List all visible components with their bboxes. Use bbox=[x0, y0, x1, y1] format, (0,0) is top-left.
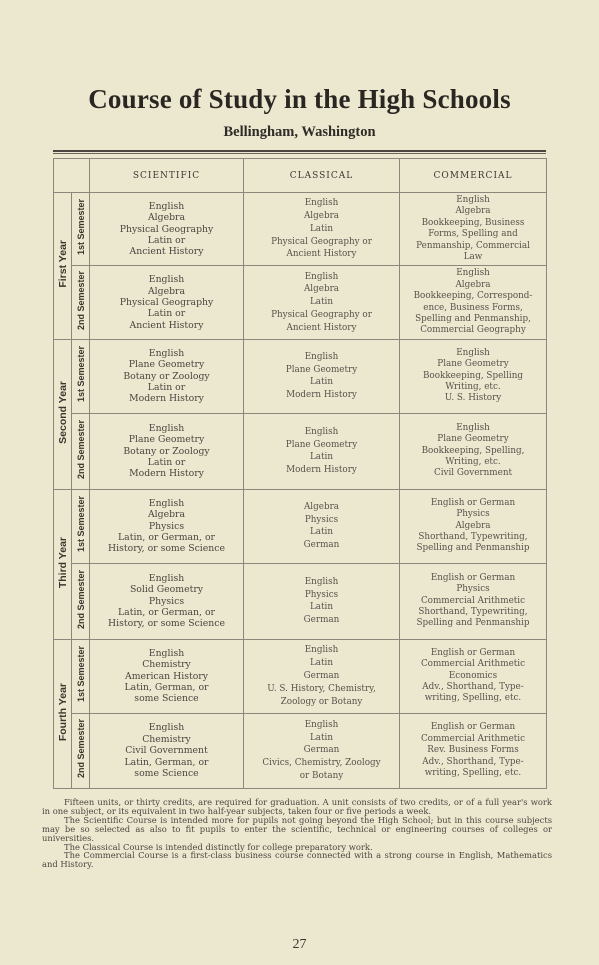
subject-line: Plane Geometry bbox=[285, 439, 358, 450]
subject-line: Physics bbox=[148, 520, 185, 532]
column-header-commercial: COMMERCIAL bbox=[400, 159, 547, 193]
subject-line: Rev. Business Forms bbox=[427, 745, 519, 756]
scientific-subjects-cell bbox=[90, 639, 244, 713]
classical-subjects-cell bbox=[244, 489, 400, 563]
scientific-subjects-cell bbox=[90, 413, 244, 489]
subject-line: English or German bbox=[430, 572, 516, 583]
subject-line: Civics, Chemistry, Zoology bbox=[262, 758, 381, 769]
subject-line: History, or some Science bbox=[108, 618, 225, 630]
scientific-subjects-cell bbox=[90, 489, 244, 563]
subject-line: Shorthand, Typewriting, bbox=[418, 607, 528, 618]
semester-label-cell bbox=[72, 639, 90, 713]
subject-line: Algebra bbox=[147, 509, 186, 521]
subject-line: Bookkeeping, Business bbox=[421, 217, 525, 228]
scientific-subjects-cell bbox=[90, 266, 244, 339]
subject-line: Spelling and Penmanship, bbox=[415, 314, 531, 325]
commercial-subjects-cell bbox=[400, 713, 547, 788]
commercial-subjects-cell bbox=[400, 339, 547, 413]
subject-line: Writing, etc. bbox=[445, 457, 501, 468]
subject-line: Spelling and Penmanship bbox=[416, 543, 530, 554]
semester-label-cell bbox=[72, 413, 90, 489]
note-scientific: The Scientific Course is intended more for pupils not going beyond the High School; but in this course subjects may be so selected as also to fit pupils to enter the scientific, technical or engineering courses of colleges or universities. bbox=[42, 814, 552, 843]
subject-line: Physical Geography or bbox=[271, 310, 372, 321]
subject-line: English bbox=[456, 195, 490, 205]
subject-line: Physics bbox=[304, 514, 339, 525]
column-header-scientific: SCIENTIFIC bbox=[90, 159, 244, 193]
subject-line: Botany or Zoology bbox=[123, 445, 210, 457]
year-label-cell bbox=[54, 639, 72, 788]
classical-subjects-cell bbox=[244, 563, 400, 639]
subject-line: Latin or bbox=[147, 457, 186, 469]
subject-line: Latin bbox=[309, 223, 334, 234]
page-subtitle: Bellingham, Washington bbox=[223, 124, 376, 140]
subject-line: Ancient History bbox=[286, 322, 357, 333]
subject-line: German bbox=[303, 540, 340, 551]
subject-line: Latin bbox=[309, 377, 334, 388]
classical-subjects-cell bbox=[244, 339, 400, 413]
subject-line: English bbox=[456, 268, 490, 279]
page-title: Course of Study in the High Schools bbox=[88, 84, 511, 114]
subject-line: Solid Geometry bbox=[129, 584, 204, 596]
subject-line: Modern History bbox=[129, 393, 204, 405]
subject-line: Physics bbox=[456, 509, 490, 520]
subject-line: Algebra bbox=[303, 284, 340, 295]
table-top-rule-thin bbox=[53, 153, 546, 154]
classical-subjects-cell bbox=[244, 193, 400, 266]
subject-line: Commercial Arithmetic bbox=[420, 595, 526, 606]
year-label-cell bbox=[54, 339, 72, 489]
subject-line: English or German bbox=[430, 722, 516, 733]
year-label-cell bbox=[54, 193, 72, 340]
semester-label-cell bbox=[72, 266, 90, 339]
subject-line: Plane Geometry bbox=[437, 434, 509, 445]
subject-line: English bbox=[304, 719, 339, 730]
year-label: First Year bbox=[56, 240, 69, 288]
subject-line: Spelling and Penmanship bbox=[416, 618, 530, 629]
subject-line: English bbox=[304, 645, 339, 656]
classical-subjects-cell bbox=[244, 266, 400, 339]
semester-row bbox=[54, 266, 547, 339]
subject-line: English bbox=[304, 351, 339, 362]
semester-row bbox=[54, 489, 547, 563]
subject-line: U. S. History bbox=[444, 393, 502, 404]
scientific-subjects-cell bbox=[90, 193, 244, 266]
subject-line: American History bbox=[124, 670, 209, 682]
subject-line: Adv., Shorthand, Type- bbox=[422, 756, 524, 767]
year-label: Third Year bbox=[56, 536, 69, 588]
semester-label-cell bbox=[72, 489, 90, 563]
column-header-classical: CLASSICAL bbox=[244, 159, 400, 193]
subject-line: Latin or bbox=[147, 234, 186, 246]
semester-row bbox=[54, 563, 547, 639]
subject-line: Bookkeeping, Spelling, bbox=[421, 445, 525, 456]
commercial-subjects-cell bbox=[400, 563, 547, 639]
subject-line: Adv., Shorthand, Type- bbox=[422, 682, 524, 693]
semester-label: 1st Semester bbox=[75, 496, 86, 553]
subject-line: Latin, German, or bbox=[124, 756, 209, 768]
subject-line: Commercial Geography bbox=[420, 325, 526, 336]
classical-subjects-cell bbox=[244, 639, 400, 713]
subject-line: Penmanship, Commercial bbox=[416, 240, 530, 251]
subject-line: ence, Business Forms, bbox=[423, 302, 523, 313]
subject-line: Physical Geography bbox=[119, 296, 214, 308]
subject-line: English bbox=[304, 576, 339, 587]
subject-line: Plane Geometry bbox=[437, 359, 509, 370]
semester-row bbox=[54, 639, 547, 713]
subject-line: Algebra bbox=[455, 206, 491, 217]
subject-line: Latin bbox=[309, 527, 334, 538]
subject-line: English bbox=[304, 271, 339, 282]
subject-line: English bbox=[456, 422, 490, 433]
subject-line: Latin, or German, or bbox=[118, 607, 215, 619]
subject-line: Latin bbox=[309, 602, 334, 613]
subject-line: Commercial Arithmetic bbox=[420, 733, 526, 744]
classical-subjects-cell bbox=[244, 713, 400, 788]
subject-line: English bbox=[148, 274, 185, 286]
subject-line: Chemistry bbox=[142, 733, 191, 745]
subject-line: English bbox=[148, 422, 185, 434]
subject-line: Algebra bbox=[455, 520, 491, 531]
semester-row bbox=[54, 713, 547, 788]
scientific-subjects-cell bbox=[90, 339, 244, 413]
subject-line: Latin, or German, or bbox=[118, 532, 215, 544]
subject-line: Latin or bbox=[147, 308, 186, 320]
subject-line: some Science bbox=[134, 767, 199, 779]
subject-line: Commercial Arithmetic bbox=[420, 659, 526, 670]
subject-line: Latin or bbox=[147, 382, 186, 394]
subject-line: Modern History bbox=[129, 468, 204, 480]
subject-line: Algebra bbox=[303, 211, 340, 222]
note-commercial: The Commercial Course is a first-class business course connected with a strong course in English, Mathematics and History. bbox=[42, 850, 552, 870]
subject-line: Latin bbox=[309, 297, 334, 308]
subject-line: Ancient History bbox=[129, 319, 204, 331]
subject-line: Zoology or Botany bbox=[280, 696, 363, 707]
subject-line: Shorthand, Typewriting, bbox=[418, 532, 528, 543]
course-table-wrapper bbox=[53, 150, 546, 789]
subject-line: Plane Geometry bbox=[285, 364, 358, 375]
semester-row bbox=[54, 339, 547, 413]
subject-line: Latin bbox=[309, 658, 334, 669]
semester-row bbox=[54, 193, 547, 266]
subject-line: Civil Government bbox=[433, 468, 513, 479]
subject-line: English bbox=[456, 347, 490, 358]
subject-line: writing, Spelling, etc. bbox=[424, 693, 522, 704]
subject-line: Law bbox=[463, 252, 483, 263]
subject-line: Physical Geography or bbox=[271, 236, 372, 247]
subject-line: English or German bbox=[430, 497, 516, 508]
year-label: Second Year bbox=[56, 380, 69, 444]
subject-line: Latin, German, or bbox=[124, 682, 209, 694]
subject-line: English bbox=[148, 572, 185, 584]
subject-line: Algebra bbox=[147, 285, 186, 297]
semester-label: 2nd Semester bbox=[75, 271, 86, 331]
subject-line: Latin bbox=[309, 732, 334, 743]
commercial-subjects-cell bbox=[400, 413, 547, 489]
course-table bbox=[53, 158, 547, 789]
page-number: 27 bbox=[292, 937, 307, 952]
header-spacer bbox=[54, 159, 90, 193]
subject-line: Plane Geometry bbox=[128, 434, 205, 446]
subject-line: Ancient History bbox=[286, 249, 357, 260]
subject-line: Algebra bbox=[455, 279, 491, 290]
subject-line: Physics bbox=[304, 589, 339, 600]
subject-line: Economics bbox=[448, 670, 498, 681]
year-label: Fourth Year bbox=[56, 682, 69, 741]
year-label-cell bbox=[54, 489, 72, 639]
subject-line: German bbox=[303, 745, 340, 756]
subject-line: Botany or Zoology bbox=[123, 370, 210, 382]
subject-line: Writing, etc. bbox=[445, 382, 501, 393]
classical-subjects-cell bbox=[244, 413, 400, 489]
subject-line: English bbox=[148, 347, 185, 359]
semester-label-cell bbox=[72, 713, 90, 788]
semester-label-cell bbox=[72, 193, 90, 266]
commercial-subjects-cell bbox=[400, 639, 547, 713]
subject-line: Bookkeeping, Correspond- bbox=[413, 291, 533, 302]
semester-label: 2nd Semester bbox=[75, 569, 86, 629]
subject-line: Algebra bbox=[147, 212, 186, 224]
subject-line: Modern History bbox=[286, 465, 357, 476]
subject-line: Modern History bbox=[286, 390, 357, 401]
semester-row bbox=[54, 413, 547, 489]
subject-line: English bbox=[304, 426, 339, 437]
subject-line: Forms, Spelling and bbox=[428, 229, 518, 240]
subject-line: U. S. History, Chemistry, bbox=[267, 683, 376, 694]
semester-label-cell bbox=[72, 563, 90, 639]
table-top-rule bbox=[53, 150, 546, 152]
course-notes bbox=[42, 798, 552, 869]
semester-label: 2nd Semester bbox=[75, 719, 86, 779]
note-graduation: Fifteen units, or thirty credits, are required for graduation. A unit consists of two credits, or of a full year's work in one subject, or its equivalent in two half-year subjects, taken four or five periods a week. bbox=[42, 797, 552, 816]
note-classical: The Classical Course is intended distinctly for college preparatory work. bbox=[64, 841, 373, 852]
commercial-subjects-cell bbox=[400, 489, 547, 563]
semester-label: 1st Semester bbox=[75, 199, 86, 256]
subject-line: German bbox=[303, 670, 340, 681]
subject-line: Civil Government bbox=[125, 745, 208, 757]
subject-line: English bbox=[148, 497, 185, 509]
semester-label-cell bbox=[72, 339, 90, 413]
subject-line: English bbox=[148, 647, 185, 659]
subject-line: Physical Geography bbox=[119, 223, 214, 235]
subject-line: some Science bbox=[134, 693, 199, 705]
subject-line: Physics bbox=[148, 595, 185, 607]
semester-label: 1st Semester bbox=[75, 646, 86, 703]
subject-line: Chemistry bbox=[142, 659, 191, 671]
subject-line: Bookkeeping, Spelling bbox=[422, 370, 524, 381]
subject-line: or Botany bbox=[299, 771, 344, 782]
subject-line: History, or some Science bbox=[108, 543, 225, 555]
subject-line: Physics bbox=[456, 584, 490, 595]
subject-line: Algebra bbox=[303, 501, 340, 512]
subject-line: writing, Spelling, etc. bbox=[424, 767, 522, 778]
semester-label: 2nd Semester bbox=[75, 419, 86, 479]
scientific-subjects-cell bbox=[90, 563, 244, 639]
subject-line: English or German bbox=[430, 647, 516, 658]
subject-line: English bbox=[304, 198, 339, 209]
course-table-body bbox=[54, 193, 547, 789]
subject-line: English bbox=[148, 200, 185, 212]
commercial-subjects-cell bbox=[400, 266, 547, 339]
subject-line: German bbox=[303, 615, 340, 626]
semester-label: 1st Semester bbox=[75, 346, 86, 403]
subject-line: Plane Geometry bbox=[128, 359, 205, 371]
subject-line: Latin bbox=[309, 452, 334, 463]
commercial-subjects-cell bbox=[400, 193, 547, 266]
subject-line: English bbox=[148, 722, 185, 734]
table-header-row bbox=[54, 159, 547, 193]
subject-line: Ancient History bbox=[129, 246, 204, 258]
scientific-subjects-cell bbox=[90, 713, 244, 788]
